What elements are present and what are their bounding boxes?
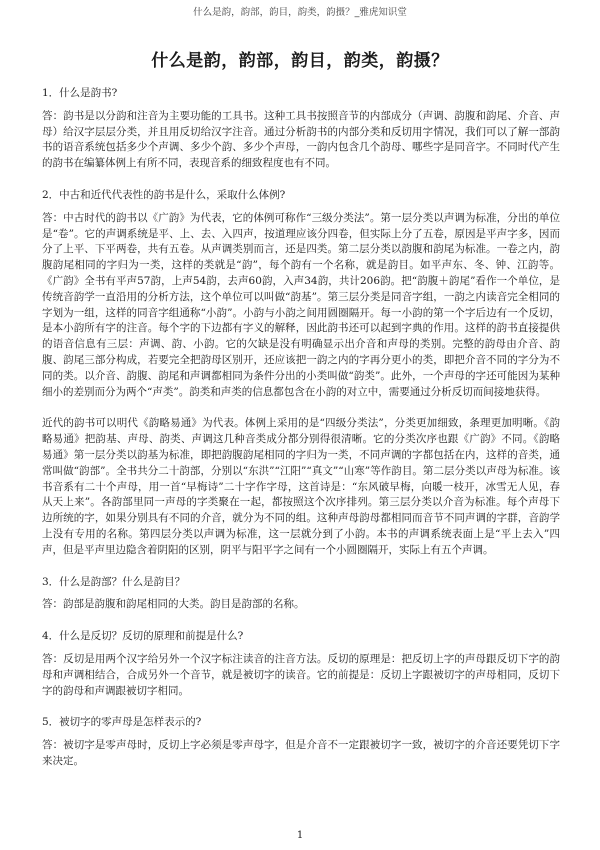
question-5: 5．被切字的零声母是怎样表示的? <box>42 716 202 729</box>
answer-2-continued: 近代的韵书可以明代《韵略易通》为代表。体例上采用的是“四级分类法”，分类更加细致，条理更加明晰。《韵略易通》把韵基、声母、韵类、声调这几种音类成分都分别得很清晰。它的分类次序也跟《广韵》不同。《韵略易通》第一层分类以韵基为标准，即把韵腹韵尾相同的字归为一类，不同声调的字都包括在内，这样的音类，通常叫做“韵部”。全书共分二十韵部，分别以“东洪”“江阳”“真文”“山寒”等作韵目。第二层分类以声母为标准。该书音系有二十个声母，用一首“早梅诗”二十字作字母，这首诗是：“东风破早梅，向暖一枝开，冰雪无人见，春从天上来”。各韵部里同一声母的字类聚在一起，都按照这个次序排列。第三层分类以介音为标准。每个声母下边所统的字，如果分别具有不同的介音，就分为不同的组。这种声母韵母都相同而音节不同声调的字群，音韵学上没有专用的名称。第四层分类以声调为标准，这一层就分到了小韵。本书的声调系统表面上是“平上去入”四声，但是平声里边隐含着阴阳的区别，阴平与阳平字之间有一个小圆圈隔开，实际上有五个声调。 <box>42 417 560 556</box>
running-header: 什么是韵，韵部，韵目，韵类，韵摄？_雅虎知识堂 <box>193 7 407 18</box>
question-1: 1．什么是韵书? <box>42 87 118 99</box>
question-2: 2．中古和近代代表性的韵书是什么，采取什么体例? <box>42 188 286 201</box>
document-body <box>42 86 560 777</box>
page-title: 什么是韵，韵部，韵目，韵类，韵摄？ <box>151 51 449 71</box>
answer-2: 答：中古时代的韵书以《广韵》为代表，它的体例可称作“三级分类法”。第一层分类以声调为标准，分出的单位是“卷”。它的声调系统是平、上、去、入四声，按道理应该分四卷，但实际上分了五卷，原因是平声字多，因而分了上平、下平两卷，共有五卷。从声调类别而言，还是四类。第二层分类以韵腹和韵尾为标准。一卷之内，韵腹韵尾相同的字归为一类，这样的类就是“韵”，每个韵有一个名称，就是韵目。如平声东、冬、钟、江韵等。《广韵》全书有平声57韵，上声54韵，去声60韵，入声34韵，共计206韵。把“韵腹＋韵尾”看作一个单位，是传统音韵学一直沿用的分析方法，这个单位可以叫做“韵基”。第三层分类是同音字组，一韵之内读音完全相同的字划为一组，这样的同音字组通称“小韵”。小韵与小韵之间用圆圈隔开。每一小韵的第一个字后边有一个反切，是本小韵所有字的注音。每个字的下边都有字义的解释，因此韵书还可以起到字典的作用。这样的韵书直接提供的语音信息有三层：声调、韵、小韵。它的欠缺是没有明确显示出介音和声母的类别。完整的韵母由介音、韵腹、韵尾三部分构成，若要完全把韵母区别开，还应该把一韵之内的字再分更小的类，即把介音不同的字分为不同的类。以介音、韵腹、韵尾和声调都相同为条件分出的小类叫做“韵类”。此外，一个声母的字还可能因为某种细小的差别而分为两个“声类”。韵类和声类的信息都包含在小韵的对立中，需要通过分析反切而间接地获得。 <box>42 211 560 398</box>
question-4: 4．什么是反切？反切的原理和前提是什么? <box>42 630 244 643</box>
answer-5: 答：被切字是零声母时，反切上字必须是零声母字，但是介音不一定跟被切字一致，被切字的介音还要凭切下字来决定。 <box>42 739 560 767</box>
question-3: 3．什么是韵部？什么是韵目？ <box>42 575 186 588</box>
answer-4: 答：反切是用两个汉字给另外一个汉字标注读音的注音方法。反切的原理是：把反切上字的声母跟反切下字的韵母和声调相结合，合成另外一个音节，就是被切字的读音。它的前提是：反切上字跟被切字的声母相同，反切下字的韵母和声调跟被切字相同。 <box>42 652 560 697</box>
answer-3: 答：韵部是韵腹和韵尾相同的大类。韵目是韵部的名称。 <box>42 598 305 611</box>
answer-1: 答：韵书是以分韵和注音为主要功能的工具书。这种工具书按照音节的内部成分（声调、韵腹和韵尾、介音、声母）给汉字层层分类，并且用反切给汉字注音。通过分析韵书的内部分类和反切用字情况，我们可以了解一部韵书的语音系统包括多少个声调、多少个韵、多少个声母，一韵内包含几个韵母、哪些字是同音字。不同时代产生的韵书在编纂体例上有所不同，表现音系的细致程度也有不同。 <box>42 109 560 170</box>
page-number: 1 <box>296 830 304 841</box>
